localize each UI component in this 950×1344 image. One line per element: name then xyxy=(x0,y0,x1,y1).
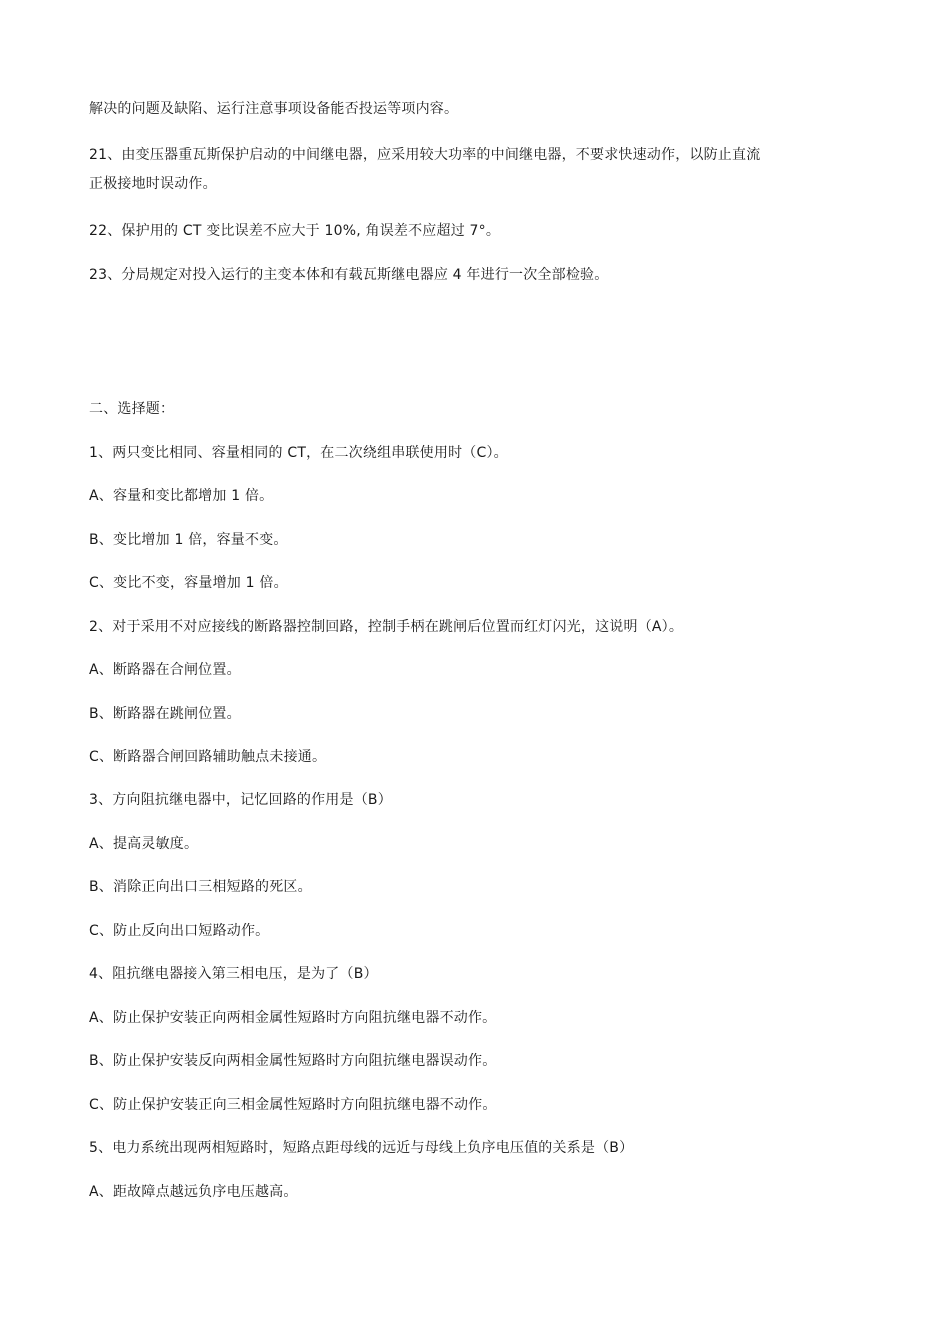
question-3-option-a: A、提高灵敏度。 xyxy=(89,836,199,852)
question-2-option-a: A、断路器在合闸位置。 xyxy=(89,662,241,678)
question-3-option-c: C、防止反向出口短路动作。 xyxy=(89,923,270,939)
question-1: 1、两只变比相同、容量相同的 CT，在二次绕组串联使用时（C）。 xyxy=(89,445,508,461)
question-4-option-b: B、防止保护安装反向两相金属性短路时方向阻抗继电器误动作。 xyxy=(89,1053,497,1069)
question-4-option-c: C、防止保护安装正向三相金属性短路时方向阻抗继电器不动作。 xyxy=(89,1097,497,1113)
question-5: 5、电力系统出现两相短路时，短路点距母线的远近与母线上负序电压值的关系是（B） xyxy=(89,1140,634,1156)
question-2-option-b: B、断路器在跳闸位置。 xyxy=(89,706,241,722)
question-2-option-c: C、断路器合闸回路辅助触点未接通。 xyxy=(89,749,327,765)
item-23: 23、分局规定对投入运行的主变本体和有载瓦斯继电器应 4 年进行一次全部检验。 xyxy=(89,267,609,283)
question-1-option-c: C、变比不变，容量增加 1 倍。 xyxy=(89,575,288,591)
continuation-text: 解决的问题及缺陷、运行注意事项设备能否投运等项内容。 xyxy=(89,101,459,117)
item-21-line-1: 21、由变压器重瓦斯保护启动的中间继电器，应采用较大功率的中间继电器，不要求快速动作，以防止直流 xyxy=(89,147,761,163)
question-2: 2、对于采用不对应接线的断路器控制回路，控制手柄在跳闸后位置而红灯闪光，这说明（A）。 xyxy=(89,619,684,635)
question-4: 4、阻抗继电器接入第三相电压，是为了（B） xyxy=(89,966,378,982)
section-heading: 二、选择题： xyxy=(89,401,175,417)
item-22: 22、保护用的 CT 变比误差不应大于 10%, 角误差不应超过 7°。 xyxy=(89,223,501,239)
question-5-option-a: A、距故障点越远负序电压越高。 xyxy=(89,1184,298,1200)
question-4-option-a: A、防止保护安装正向两相金属性短路时方向阻抗继电器不动作。 xyxy=(89,1010,497,1026)
item-21-line-2: 正极接地时误动作。 xyxy=(89,176,217,192)
question-1-option-b: B、变比增加 1 倍，容量不变。 xyxy=(89,532,288,548)
question-3-option-b: B、消除正向出口三相短路的死区。 xyxy=(89,879,312,895)
question-1-option-a: A、容量和变比都增加 1 倍。 xyxy=(89,488,274,504)
question-3: 3、方向阻抗继电器中，记忆回路的作用是（B） xyxy=(89,792,392,808)
